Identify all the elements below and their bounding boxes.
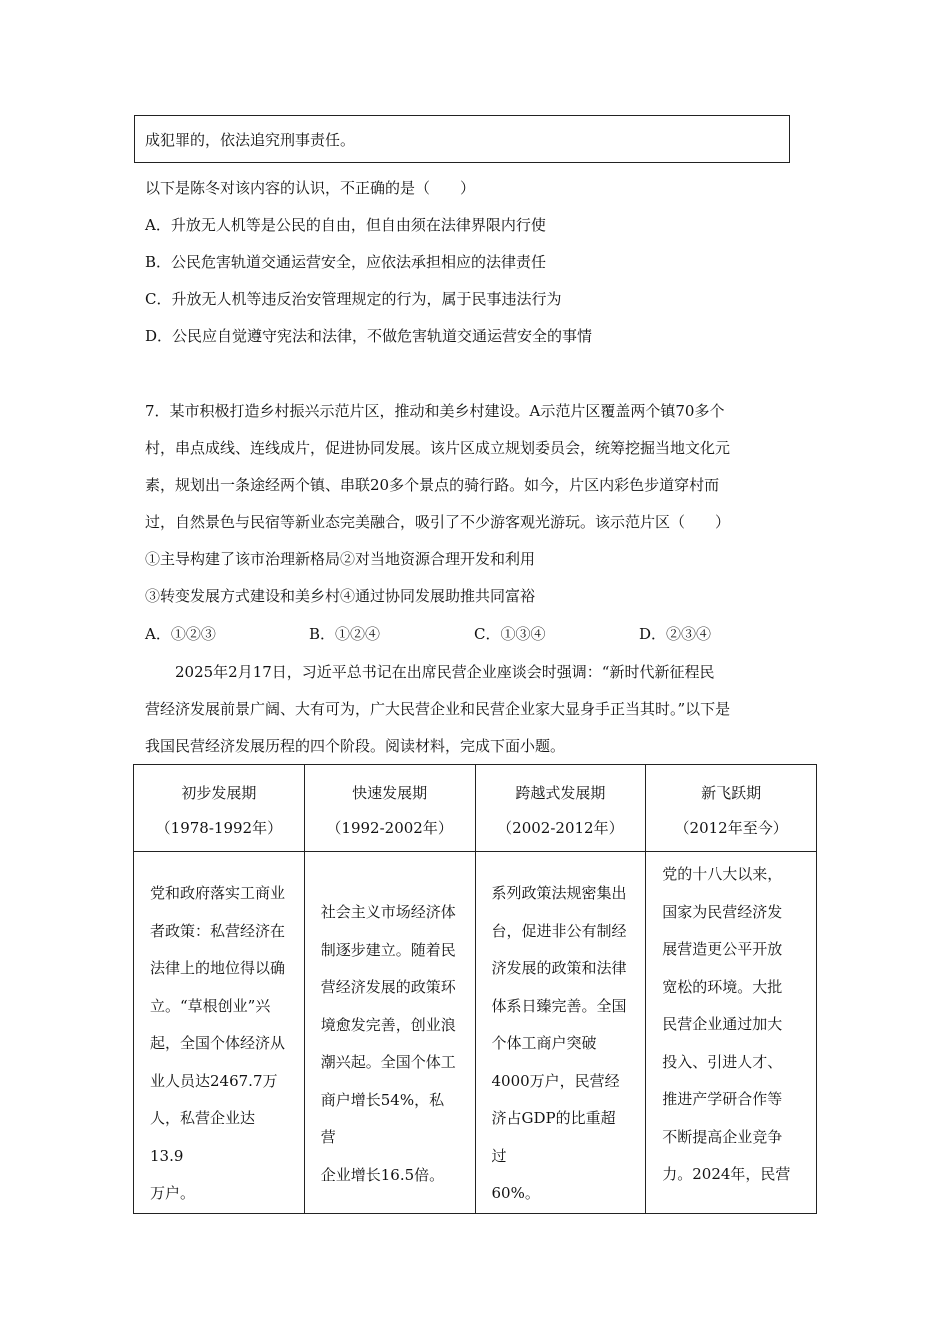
cell-line: 起，全国个体经济从	[150, 1034, 286, 1052]
q7-option-d: D．②③④	[639, 625, 712, 643]
cell-line: 个体工商户突破	[491, 1034, 597, 1052]
header-cell	[475, 765, 646, 852]
cell-line: 者政策：私营经济在	[150, 921, 286, 940]
q6-option-b: B．公民危害轨道交通运营安全，应依法承担相应的法律责任	[145, 253, 547, 271]
stage-period: （1978-1992年）	[155, 819, 283, 837]
cell-line: 民营企业通过加大	[662, 1015, 783, 1033]
stage-name: 新飞跃期	[701, 784, 762, 802]
stage-name: 跨越式发展期	[515, 784, 606, 802]
cell-line: 业人员达2467.7万	[150, 1071, 278, 1090]
stage-period: （1992-2002年）	[326, 819, 453, 837]
cell-line: 企业增长16.5倍。	[320, 1165, 445, 1184]
header-cell	[646, 765, 817, 852]
q6-stem: 以下是陈冬对该内容的认识，不正确的是（ ）	[145, 179, 476, 197]
cell-line: 宽松的环境。大批	[662, 977, 783, 996]
box-text: 成犯罪的，依法追究刑事责任。	[145, 131, 356, 149]
stage-period: （2012年至今）	[674, 819, 788, 837]
cell-line: 国家为民营经济发	[662, 902, 783, 921]
q7-option-a: A．①②③	[145, 625, 216, 643]
q7-line-1: 7．某市积极打造乡村振兴示范片区，推动和美乡村建设。A示范片区覆盖两个镇70多个	[145, 402, 725, 420]
intro-line-1: 2025年2月17日，习近平总书记在出席民营企业座谈会时强调：“新时代新征程民	[145, 663, 715, 681]
cell-line: 营经济发展的政策环	[320, 978, 456, 996]
cell-line: 党和政府落实工商业	[150, 884, 286, 902]
quoted-material-box	[134, 115, 790, 163]
header-cell	[134, 765, 305, 852]
q7-line-4: 过，自然景色与民宿等新业态完美融合，吸引了不少游客观光游玩。该示范片区（ ）	[145, 513, 731, 531]
development-stage-table	[133, 764, 817, 1214]
table-header-row	[134, 765, 817, 852]
cell-line: 社会主义市场经济体	[320, 903, 456, 921]
cell-line: 体系日臻完善。全国	[491, 996, 627, 1015]
table-cell	[134, 852, 305, 1214]
intro-line-3: 我国民营经济发展历程的四个阶段。阅读材料，完成下面小题。	[145, 737, 566, 755]
cell-line: 济占GDP的比重超过	[491, 1109, 616, 1165]
q7-line-3: 素，规划出一条途经两个镇、串联20多个景点的骑行路。如今，片区内彩色步道穿村而	[145, 476, 720, 494]
cell-line: 力。2024年，民营	[662, 1165, 791, 1183]
table-cell	[646, 852, 817, 1214]
q7-option-c: C．①③④	[474, 625, 546, 643]
q7-option-b: B．①②④	[309, 625, 381, 643]
q6-option-d: D．公民应自觉遵守宪法和法律，不做危害轨道交通运营安全的事情	[145, 327, 593, 345]
q7-statement-12: ①主导构建了该市治理新格局②对当地资源合理开发和利用	[145, 550, 536, 568]
table-cell	[475, 852, 646, 1214]
cell-line: 商户增长54%，私营	[320, 1090, 445, 1146]
cell-line: 台，促进非公有制经	[491, 921, 627, 940]
q7-statement-34: ③转变发展方式建设和美乡村④通过协同发展助推共同富裕	[145, 587, 536, 605]
cell-line: 济发展的政策和法律	[491, 959, 627, 977]
cell-line: 万户。	[150, 1184, 196, 1202]
stage-name: 初步发展期	[181, 784, 257, 802]
stage-name: 快速发展期	[352, 784, 428, 802]
cell-line: 不断提高企业竞争	[662, 1127, 783, 1146]
intro-line-2: 营经济发展前景广阔、大有可为，广大民营企业和民营企业家大显身手正当其时。”以下是	[145, 700, 731, 718]
cell-line: 制逐步建立。随着民	[320, 940, 456, 959]
cell-line: 系列政策法规密集出	[491, 884, 627, 902]
cell-line: 展营造更公平开放	[662, 940, 783, 958]
q6-option-a: A．升放无人机等是公民的自由，但自由须在法律界限内行使	[145, 216, 546, 234]
cell-line: 潮兴起。全国个体工	[320, 1053, 456, 1071]
cell-line: 60%。	[491, 1184, 540, 1202]
cell-line: 推进产学研合作等	[662, 1090, 783, 1108]
q6-option-c: C．升放无人机等违反治安管理规定的行为，属于民事违法行为	[145, 290, 562, 308]
cell-line: 4000万户，民营经	[491, 1071, 620, 1090]
cell-line: 人，私营企业达13.9	[150, 1109, 256, 1165]
header-cell	[304, 765, 475, 852]
cell-line: 党的十八大以来，	[662, 865, 783, 883]
table-body-row	[134, 852, 817, 1214]
cell-line: 法律上的地位得以确	[150, 959, 286, 977]
cell-line: 境愈发完善，创业浪	[320, 1015, 456, 1034]
cell-line: 立。“草根创业”兴	[150, 996, 271, 1015]
stage-period: （2002-2012年）	[497, 819, 624, 837]
table-cell	[304, 852, 475, 1214]
cell-line: 投入、引进人才、	[662, 1052, 783, 1071]
q7-line-2: 村，串点成线、连线成片，促进协同发展。该片区成立规划委员会，统筹挖掘当地文化元	[145, 439, 731, 457]
